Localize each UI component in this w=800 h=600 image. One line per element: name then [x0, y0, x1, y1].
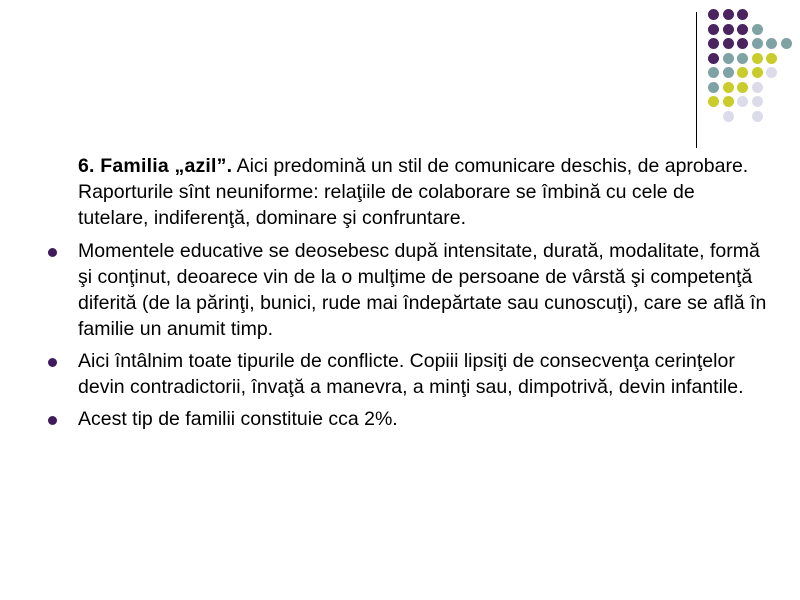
decorative-dot	[752, 96, 763, 107]
decorative-dot	[723, 24, 734, 35]
decorative-dot	[781, 38, 792, 49]
decorative-dot	[766, 53, 777, 64]
decorative-dot	[708, 53, 719, 64]
decorative-dot	[708, 24, 719, 35]
bullet-text: Momentele educative se deosebesc după intensitate, durată, modalitate, formă şi conţinut, deoarece vin de la o mulţime de persoane de vârstă şi competenţă diferită (de la părinţi, bunici, rude mai îndepărtate sau cunoscuţi), care se află în familie un anumit timp.	[78, 240, 767, 340]
decorative-dot	[723, 9, 734, 20]
bullet-icon	[48, 248, 57, 257]
intro-paragraph	[48, 153, 768, 231]
decorative-dot	[752, 67, 763, 78]
decorative-dot	[708, 67, 719, 78]
bullet-item	[48, 238, 768, 342]
decorative-dot	[708, 9, 719, 20]
decorative-dot	[708, 38, 719, 49]
bullet-item	[48, 348, 768, 400]
bullet-text: Acest tip de familii constituie cca 2%.	[78, 408, 398, 430]
bullet-item	[48, 406, 768, 432]
decorative-dot	[737, 38, 748, 49]
decorative-dot	[752, 111, 763, 122]
decorative-dot	[723, 53, 734, 64]
intro-heading: 6. Familia „azil”.	[78, 155, 233, 177]
decorative-dot	[737, 96, 748, 107]
decorative-dot	[723, 67, 734, 78]
slide-body	[48, 153, 768, 438]
decorative-dot-grid	[708, 9, 798, 134]
decorative-dot	[708, 82, 719, 93]
decorative-dot	[752, 53, 763, 64]
decorative-dot	[752, 82, 763, 93]
decorative-dot	[752, 38, 763, 49]
bullet-icon	[48, 416, 57, 425]
bullet-text: Aici întâlnim toate tipurile de conflicte. Copiii lipsiţi de consecvenţa cerinţelor devin contradictorii, învaţă a manevra, a minţi sau, dimpotrivă, devin infantile.	[78, 350, 744, 398]
decorative-dot	[737, 53, 748, 64]
decorative-dot	[766, 67, 777, 78]
bullet-icon	[48, 358, 57, 367]
decorative-dot	[737, 9, 748, 20]
intro-text: Aici predomină un stil de comunicare deschis, de aprobare. Raporturile sînt neuniforme: relaţiile de colaborare se îmbină cu cele de tutelare, indiferenţă, dominare şi confruntare.	[78, 155, 749, 229]
decorative-dot	[737, 24, 748, 35]
decorative-dot	[723, 82, 734, 93]
decorative-dot	[737, 82, 748, 93]
vertical-divider-line	[696, 12, 697, 148]
decorative-dot	[723, 38, 734, 49]
decorative-dot	[737, 67, 748, 78]
decorative-dot	[752, 24, 763, 35]
decorative-dot	[766, 38, 777, 49]
decorative-dot	[723, 111, 734, 122]
decorative-dot	[708, 96, 719, 107]
decorative-dot	[723, 96, 734, 107]
